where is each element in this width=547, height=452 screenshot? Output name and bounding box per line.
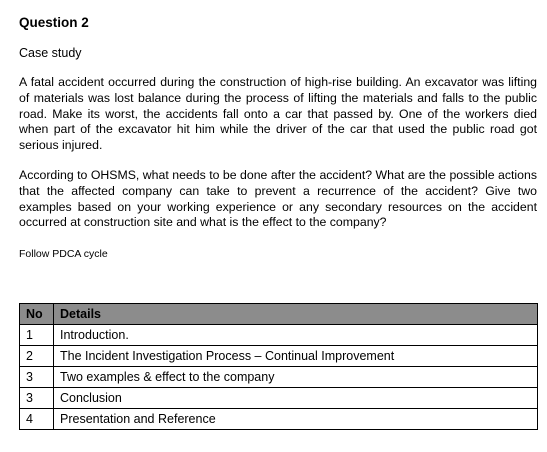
table-row — [20, 388, 538, 409]
table-row — [20, 346, 538, 367]
row-no: 2 — [20, 346, 54, 367]
row-details: Conclusion — [54, 388, 538, 409]
question-block — [19, 14, 537, 261]
question-title: Question 2 — [19, 15, 89, 30]
row-details: Two examples & effect to the company — [54, 367, 538, 388]
header-details: Details — [54, 304, 538, 325]
row-details: Presentation and Reference — [54, 409, 538, 430]
row-details: Introduction. — [54, 325, 538, 346]
table-row — [20, 409, 538, 430]
row-no: 4 — [20, 409, 54, 430]
table-row — [20, 367, 538, 388]
row-no: 1 — [20, 325, 54, 346]
question-subtitle: Case study — [19, 46, 82, 60]
row-no: 3 — [20, 388, 54, 409]
table-row — [20, 325, 538, 346]
row-details: The Incident Investigation Process – Continual Improvement — [54, 346, 538, 367]
row-no: 3 — [20, 367, 54, 388]
question-paragraph: According to OHSMS, what needs to be done after the accident? What are the possible actions that the affected company can take to prevent a recurrence of the accident? Give two examples based on your working experience or any secondary resources on the accident occurred at construction site and what is the effect to the company? — [19, 167, 537, 230]
header-no: No — [20, 304, 54, 325]
case-study-paragraph: A fatal accident occurred during the construction of high-rise building. An excavator was lifting of materials was lost balance during the process of lifting the materials and falls to the public road. Make its worst, the accidents fall onto a car that passed by. One of the workers died when part of the excavator hit him while the driver of the car that used the public road got serious injured. — [19, 75, 537, 153]
table-header-row — [20, 304, 538, 325]
details-table — [19, 303, 538, 430]
pdca-note: Follow PDCA cycle — [19, 248, 108, 261]
